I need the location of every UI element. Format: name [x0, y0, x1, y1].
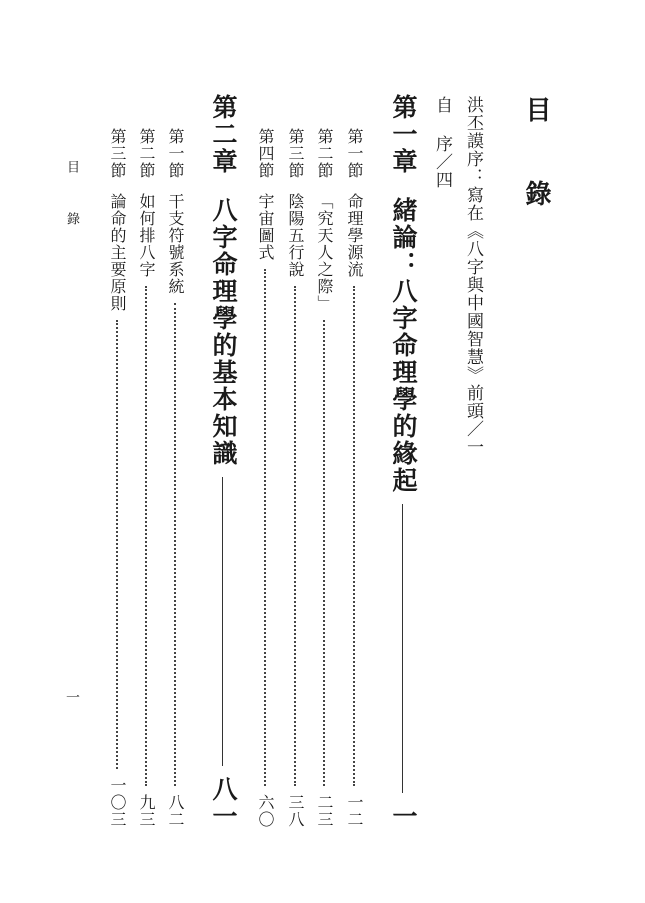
section-leader [294, 286, 298, 786]
section-leader [323, 320, 327, 786]
section-leader [353, 286, 357, 786]
section-leader [174, 303, 178, 786]
chapter-2-label: 第二章 [209, 94, 238, 175]
chapter-1-page: 一 [389, 803, 418, 830]
section-2-2-entry[interactable] [135, 128, 158, 828]
front-matter-author-preface: 自 序／四 [432, 96, 452, 189]
section-title: 干支符號系統 [166, 193, 185, 295]
section-title: 論命的主要原則 [108, 193, 127, 312]
section-title: 命理學源流 [345, 193, 364, 278]
chapter-2-title: 八字命理學的基本知識 [209, 197, 238, 467]
section-label: 第一節 [166, 128, 185, 179]
section-label: 第三節 [108, 128, 127, 179]
chapter-1-leader [402, 504, 404, 793]
section-page: 三八 [286, 794, 305, 828]
running-head: 目 錄 [64, 160, 79, 237]
section-title: 「究天人之際」 [315, 193, 334, 312]
chapter-1-title: 緒論：八字命理學的緣起 [389, 197, 418, 494]
section-leader [145, 286, 149, 786]
chapter-1-label: 第一章 [389, 94, 418, 175]
section-label: 第二節 [137, 128, 156, 179]
chapter-2-entry[interactable] [205, 94, 241, 830]
section-title: 如何排八字 [137, 193, 156, 278]
section-page: 八二 [166, 794, 185, 828]
section-leader [116, 320, 120, 769]
page-title: 目 錄 [521, 96, 551, 220]
section-page: 九三 [137, 794, 156, 828]
section-page: 一〇三 [108, 777, 127, 828]
section-2-3-entry[interactable] [106, 128, 129, 828]
section-2-1-entry[interactable] [164, 128, 187, 828]
chapter-2-page: 八一 [209, 776, 238, 830]
section-1-1-entry[interactable] [343, 128, 366, 828]
section-title: 陰陽五行說 [286, 193, 305, 278]
section-1-3-entry[interactable] [284, 128, 307, 828]
section-label: 第四節 [256, 128, 275, 179]
page-number: 一 [64, 690, 80, 704]
section-title: 宇宙圖式 [256, 193, 275, 261]
section-1-4-entry[interactable] [254, 128, 277, 828]
chapter-1-entry[interactable] [385, 94, 421, 830]
section-page: 一二 [345, 794, 364, 828]
chapter-2-leader [222, 477, 224, 766]
section-1-2-entry[interactable] [313, 128, 336, 828]
section-label: 第二節 [315, 128, 334, 179]
section-label: 第一節 [345, 128, 364, 179]
section-label: 第三節 [286, 128, 305, 179]
section-page: 六〇 [256, 794, 275, 828]
front-matter-preface: 洪丕謨序：寫在《八字與中國智慧》前頭／一 [463, 96, 483, 456]
section-page: 二三 [315, 794, 334, 828]
section-leader [264, 269, 268, 786]
